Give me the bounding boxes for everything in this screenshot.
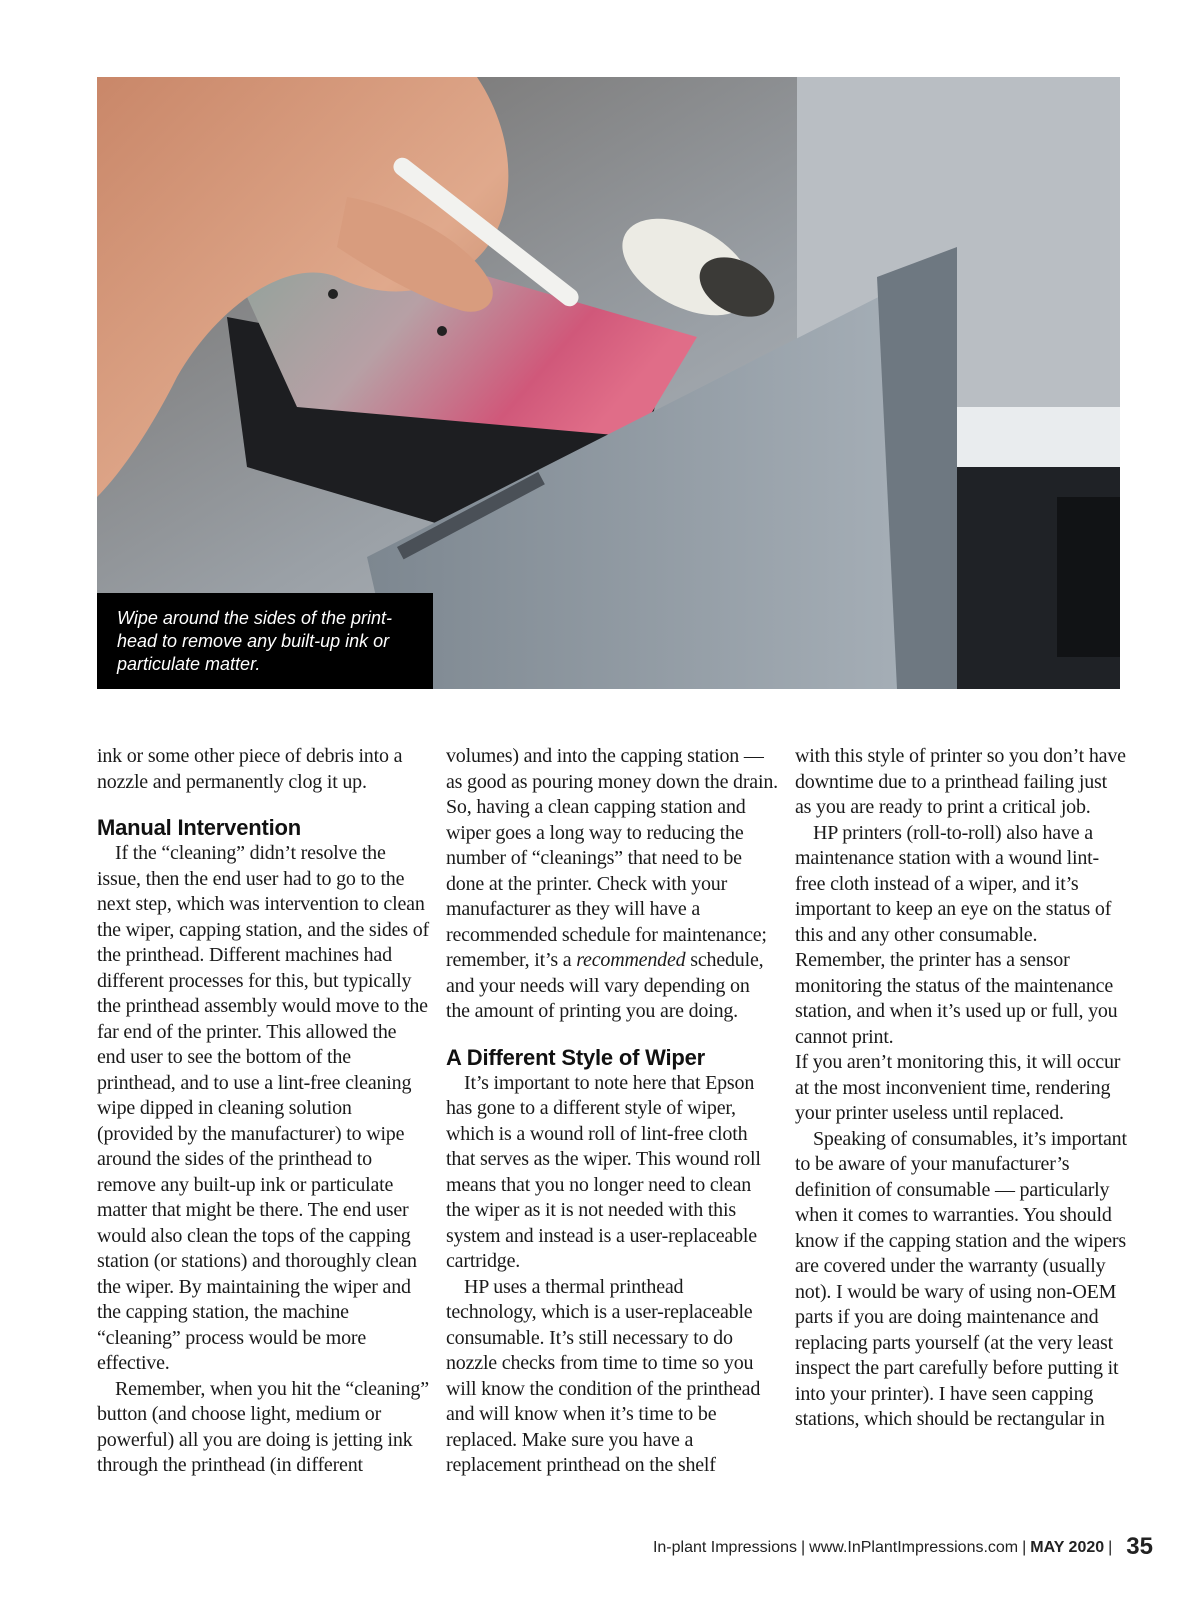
article-body [97,744,1127,1514]
italic-text-run: recommended [576,949,686,971]
paragraph [446,744,778,1025]
paragraph: HP uses a thermal printhead technology, which is a user-replaceable consumable. It’s still necessary to do nozzle checks from time to time so you will know the condition of the printhead and will know when it’s time to be replaced. Make sure you have a replacement printhead on the shelf [446,1275,761,1476]
footer-separator: | [801,1539,806,1556]
paragraph: HP printers (roll-to-roll) also have a maintenance station with a wound lint-free cloth instead of a wiper, and it’s important to keep an eye on the status of this and any other consumable. Remember, the printer has a sensor monitoring the status of the maintenance station, and when it’s used up or full, you cannot print. [795,821,1118,1048]
footer-separator: | [1022,1539,1027,1556]
text-run: volumes) and into the capping station — as good as pouring money down the drain. So, having a clean capping station and wiper goes a long way to reducing the number of “cleanings” that need to be done at the printer. Check with your manufacturer as they will have a recommended schedule for maintenance; remember, it’s a [446,745,778,971]
paragraph: If you aren’t monitoring this, it will occur at the most inconvenient time, rendering your printer useless until replaced. [795,1051,1121,1124]
footer-website: www.InPlantImpressions.com [809,1539,1019,1556]
footer-separator: | [1108,1539,1113,1556]
article-photo [97,77,1120,689]
paragraph: with this style of printer so you don’t have downtime due to a printhead failing just as you are ready to print a critical job. [795,745,1126,818]
paragraph: If the “cleaning” didn’t resolve the issue, then the end user had to go to the next step, which was intervention to clean the wiper, capping station, and the sides of the printhead. Different machines had different processes for this, but typically the printhead assembly would move to the far end of the printer. This allowed the end user to see the bottom of the printhead, and to use a lint-free cleaning wipe dipped in cleaning solution (provided by the manufacturer) to wipe around the sides of the printhead to remove any built-up ink or particulate matter that might be there. The end user would also clean the tops of the capping station (or stations) and thoroughly clean the wiper. By maintaining the wiper and the capping station, the machine “cleaning” process would be more effective. [97,842,429,1374]
paragraph: ink or some other piece of debris into a nozzle and permanently clog it up. [97,745,403,793]
paragraph: Remember, when you hit the “cleaning” button (and choose light, medium or powerful) all you are doing is jetting ink through the printhead (in different [97,1377,429,1476]
footer-publication: In-plant Impressions [652,1539,798,1556]
page-number: 35 [1126,1533,1153,1560]
paragraph: It’s important to note here that Epson has gone to a different style of wiper, which is a wound roll of lint-free cloth that serves as the wiper. This wound roll means that you no longer need to clean the wiper as it is not needed with this system and instead is a user-replaceable cartridge. [446,1071,761,1272]
column-2 [446,744,778,1479]
text-run: schedule, and your needs will vary depending on the amount of printing you are doing. [446,949,764,1022]
section-heading-different-style-of-wiper: A Different Style of Wiper [446,1044,706,1070]
page-footer [653,1533,1153,1561]
paragraph: Speaking of consumables, it’s important to be aware of your manufacturer’s definition of consumable — particularly when it comes to warranties. You should know if the capping station and the wipers are covered under the warranty (usually not). I would be wary of using non-OEM parts if you are doing maintenance and replacing parts yourself (at the very least inspect the part carefully before putting it into your printer). I have seen capping stations, which should be rectangular in [795,1127,1127,1430]
section-heading-manual-intervention: Manual Intervention [97,815,301,840]
column-3 [795,744,1127,1433]
footer-issue: MAY 2020 [1030,1539,1105,1556]
column-1 [97,744,429,1479]
photo-caption: Wipe around the sides of the print-head to remove any built-up ink or particulate matter. [97,593,433,689]
